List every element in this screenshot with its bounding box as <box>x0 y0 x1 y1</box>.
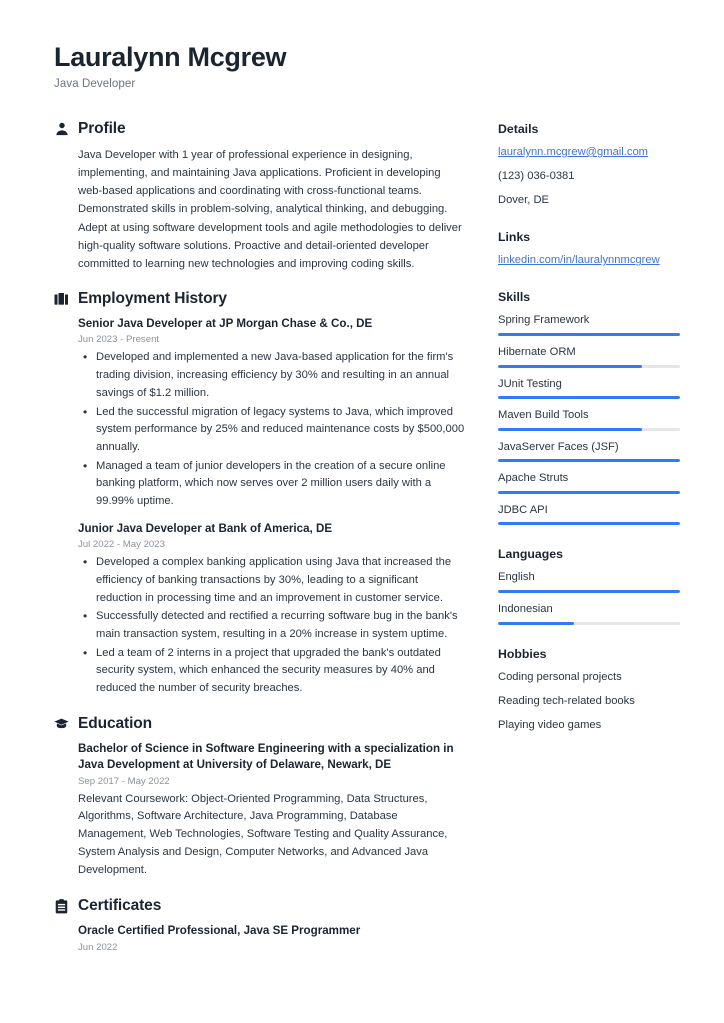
employment-entry-title: Junior Java Developer at Bank of America, DE <box>78 521 333 535</box>
language-level-track <box>498 590 680 593</box>
skill-level-track <box>498 396 680 399</box>
employment-entry-bullets <box>78 349 466 510</box>
language-label: Indonesian <box>498 602 553 615</box>
skill-label: JDBC API <box>498 503 548 516</box>
language-level-track <box>498 622 680 625</box>
education-entry-description: Relevant Coursework: Object-Oriented Programming, Data Structures, Algorithms, Software Architecture, Java Programming, Database Management, Web Technologies, Software Testing and Quality Assurance, System Analysis and Design, Computer Networks, and Advanced Java Development. <box>78 792 448 877</box>
sidebar-links <box>498 230 680 268</box>
certificate-icon <box>54 898 69 914</box>
education-entry-date: Sep 2017 - May 2022 <box>78 775 170 787</box>
bullet-item: • Led a team of 2 interns in a project that upgraded the bank's outdated security system, which enhanced the security measures by 40% and reduced the number of security breaches. <box>78 645 466 698</box>
email-link[interactable]: lauralynn.mcgrew@gmail.com <box>498 146 649 159</box>
certificate-entry-date: Jun 2022 <box>78 941 118 953</box>
resume-header <box>54 42 680 90</box>
sidebar-details <box>498 122 680 208</box>
profile-heading-row <box>54 120 466 138</box>
person-icon <box>54 121 69 137</box>
bullet-item: • Successfully detected and rectified a recurring software bug in the bank's main transaction system, resulting in a 20% increase in system uptime. <box>78 608 466 643</box>
skills-heading: Skills <box>498 290 531 305</box>
employment-body <box>54 316 466 698</box>
skill-level-track <box>498 459 680 462</box>
employment-entry <box>78 316 466 511</box>
bullet-item: • Developed and implemented a new Java-based application for the firm's trading division, increasing efficiency by 30% and resulting in an annual savings of $1.2 million. <box>78 349 466 402</box>
employment-entry-bullets <box>78 554 466 698</box>
skill-item <box>498 377 680 400</box>
employment-entry-title: Senior Java Developer at JP Morgan Chase & Co., DE <box>78 317 373 331</box>
skill-item <box>498 503 680 526</box>
hobbies-heading: Hobbies <box>498 646 547 661</box>
skill-level-fill <box>498 396 680 399</box>
briefcase-icon <box>54 291 69 307</box>
education-entry <box>78 741 466 881</box>
skill-level-track <box>498 522 680 525</box>
certificate-entry-title: Oracle Certified Professional, Java SE Programmer <box>78 924 361 938</box>
sidebar-column <box>498 120 680 755</box>
sidebar-languages <box>498 547 680 624</box>
candidate-name: Lauralynn Mcgrew <box>54 42 287 72</box>
skill-item <box>498 345 680 368</box>
links-heading: Links <box>498 230 531 245</box>
skill-item <box>498 471 680 494</box>
skill-label: Hibernate ORM <box>498 346 576 359</box>
hobby-item: Coding personal projects <box>498 670 622 683</box>
candidate-job-title: Java Developer <box>54 78 136 91</box>
linkedin-link[interactable]: linkedin.com/in/lauralynnmcgrew <box>498 254 660 267</box>
education-entry-title: Bachelor of Science in Software Engineering with a specialization in Java Development at University of Delaware, Newark, DE <box>78 741 454 772</box>
language-item <box>498 602 680 625</box>
certificates-heading-row <box>54 897 466 915</box>
profile-title: Profile <box>78 120 126 138</box>
language-item <box>498 570 680 593</box>
skill-item <box>498 313 680 336</box>
details-heading: Details <box>498 122 539 137</box>
skill-level-track <box>498 428 680 431</box>
bullet-item: • Led the successful migration of legacy systems to Java, which improved system performance by 25% and reduced maintenance costs by $500,000 annually. <box>78 404 466 457</box>
skill-item <box>498 440 680 463</box>
profile-text: Java Developer with 1 year of professional experience in designing, implementing, and maintaining Java applications. Proficient in developing web-based applications and coordinating with cross-functional teams. Demonstrated skills in problem-solving, analytical thinking, and debugging. Adept at using software development tools and agile methodologies to deliver high-quality software solutions. Proactive and detail-oriented developer committed to learning new technologies and improving coding skills. <box>78 149 462 270</box>
education-title: Education <box>78 714 153 732</box>
skill-level-fill <box>498 428 642 431</box>
language-level-fill <box>498 590 680 593</box>
skill-item <box>498 408 680 431</box>
profile-body <box>54 146 466 273</box>
skill-level-fill <box>498 491 680 494</box>
bullet-item: • Developed a complex banking application using Java that increased the efficiency of banking transactions by 30%, leading to a significant reduction in processing time and an improvement in customer service. <box>78 554 466 607</box>
skill-label: JUnit Testing <box>498 377 562 390</box>
education-body <box>54 741 466 881</box>
section-education <box>54 715 466 881</box>
sidebar-hobbies <box>498 647 680 733</box>
section-employment <box>54 290 466 698</box>
skill-level-fill <box>498 459 680 462</box>
sidebar-skills <box>498 290 680 525</box>
employment-title: Employment History <box>78 290 227 308</box>
hobby-item: Reading tech-related books <box>498 694 635 707</box>
languages-heading: Languages <box>498 547 563 562</box>
skill-label: Spring Framework <box>498 314 590 327</box>
skill-label: JavaServer Faces (JSF) <box>498 440 619 453</box>
certificates-body <box>54 923 466 952</box>
skill-label: Apache Struts <box>498 472 569 485</box>
location-value: Dover, DE <box>498 194 549 207</box>
graduation-cap-icon <box>54 716 69 732</box>
section-certificates <box>54 897 466 952</box>
skill-level-fill <box>498 522 680 525</box>
certificates-title: Certificates <box>78 897 162 915</box>
language-level-fill <box>498 622 574 625</box>
skill-level-track <box>498 365 680 368</box>
employment-entry-date: Jul 2022 - May 2023 <box>78 539 165 551</box>
employment-entry <box>78 521 466 698</box>
language-label: English <box>498 571 535 584</box>
skill-level-track <box>498 491 680 494</box>
skill-level-fill <box>498 333 680 336</box>
resume-columns <box>54 120 680 970</box>
phone-value: (123) 036-0381 <box>498 170 575 183</box>
education-heading-row <box>54 715 466 733</box>
skill-level-fill <box>498 365 642 368</box>
skill-label: Maven Build Tools <box>498 409 589 422</box>
certificate-entry <box>78 923 466 952</box>
section-profile <box>54 120 466 273</box>
skill-level-track <box>498 333 680 336</box>
bullet-item: • Managed a team of junior developers in the creation of a secure online banking platform, which now serves over 2 million users daily with a 99.99% uptime. <box>78 458 466 511</box>
employment-entry-date: Jun 2023 - Present <box>78 334 160 346</box>
employment-heading-row <box>54 290 466 308</box>
main-column <box>54 120 466 970</box>
hobby-item: Playing video games <box>498 718 602 731</box>
